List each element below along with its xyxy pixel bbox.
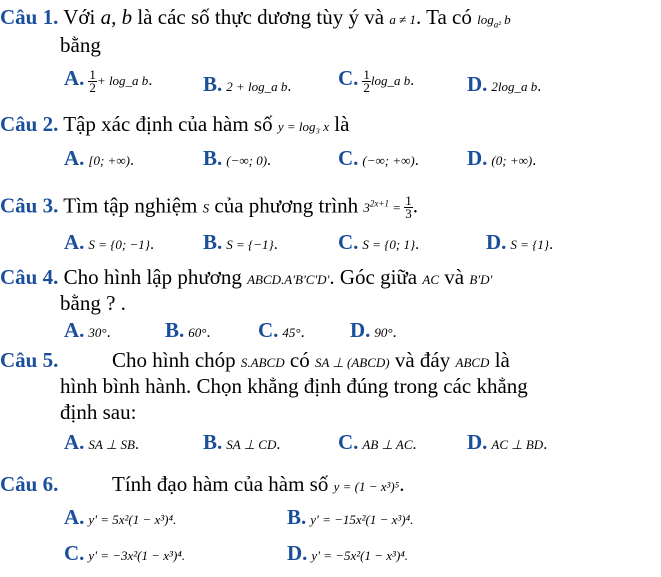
q5-line3: định sau: (60, 400, 137, 424)
q6-number: Câu 6. (0, 472, 59, 496)
q4-text: Cho hình lập phương (58, 265, 248, 289)
q2-expr: y = log₃ x (277, 119, 330, 134)
q1-text-a: Với (58, 5, 101, 29)
q4-option-b[interactable]: B. 60°. (165, 318, 211, 342)
q2-option-c[interactable]: C. (−∞; +∞). (338, 146, 419, 170)
q4-stem (0, 265, 492, 292)
q2-option-a[interactable]: A. [0; +∞). (64, 146, 134, 170)
q3-number: Câu 3. (0, 193, 59, 218)
q1-option-d[interactable]: D. 2log_a b. (467, 72, 542, 96)
q5-option-a[interactable]: A. SA ⊥ SB. (64, 430, 139, 454)
q3-var: S (202, 200, 210, 216)
q1-text-b: là các số thực dương tùy ý và (132, 5, 390, 29)
q4-cube: ABCD.A'B'C'D' (247, 272, 330, 287)
q1-number: Câu 1. (0, 5, 59, 29)
q2-text: Tập xác định của hàm số (58, 112, 278, 136)
q4-text-c: và (439, 265, 470, 289)
q4-line2: bằng ? . (60, 291, 126, 315)
q6-option-a[interactable]: A. y' = 5x²(1 − x³)⁴. (64, 505, 177, 529)
q6-option-b[interactable]: B. y' = −15x²(1 − x³)⁴. (287, 505, 414, 529)
q2-text-end: là (329, 112, 350, 136)
q3-option-d[interactable]: D. S = {1}. (486, 230, 554, 254)
half-fraction: $\frac{1}{2}$ (363, 66, 370, 95)
q3-stem: Câu 3. Tìm tập nghiệm S của phương trình $3^{2x+1}$ = $\frac{1}{3}$ . (0, 193, 419, 222)
q1-cond: a ≠ 1 (389, 12, 416, 27)
q1-option-b[interactable]: B. 2 + log_a b. (203, 72, 292, 96)
q1-ab: a, b (100, 5, 133, 29)
q1-text-c: . Ta có (415, 5, 478, 29)
q1-stem (0, 5, 511, 37)
q5-text-c: và đáy (389, 348, 456, 372)
q5-line2: hình bình hành. Chọn khẳng định đúng trong các khẳng (60, 374, 528, 398)
q4-option-c[interactable]: C. 45°. (258, 318, 305, 342)
q5-text-d: là (489, 348, 510, 372)
q5-text: Cho hình chóp (112, 348, 241, 372)
q3-option-a[interactable]: A. S = {0; −1}. (64, 230, 154, 254)
q3-text: Tìm tập nghiệm (58, 193, 203, 218)
q6-option-d[interactable]: D. y' = −5x²(1 − x³)⁴. (287, 541, 409, 565)
q5-stem (0, 348, 58, 372)
q2-option-b[interactable]: B. (−∞; 0). (203, 146, 272, 170)
q4-line-ac: AC (422, 272, 440, 287)
q1-option-c[interactable]: C. $\frac{1}{2}$ log_a b. (338, 66, 415, 95)
q5-number: Câu 5. (0, 348, 59, 372)
q5-base: ABCD (455, 355, 490, 370)
q5-cond: SA ⊥ (ABCD) (314, 355, 390, 370)
third-fraction: $\frac{1}{3}$ (405, 193, 412, 222)
q4-text-b: . Góc giữa (329, 265, 423, 289)
q2-option-d[interactable]: D. (0; +∞). (467, 146, 537, 170)
q5-option-c[interactable]: C. AB ⊥ AC. (338, 430, 417, 454)
q3-option-b[interactable]: B. S = {−1}. (203, 230, 278, 254)
q3-option-c[interactable]: C. S = {0; 1}. (338, 230, 420, 254)
q3-text-b: của phương trình (209, 193, 364, 218)
q6-option-c[interactable]: C. y' = −3x²(1 − x³)⁴. (64, 541, 186, 565)
q6-text: Tính đạo hàm của hàm số (112, 472, 334, 496)
q1-option-a[interactable]: A. $\frac{1}{2}$ + log_a b. (64, 66, 153, 95)
q4-line-bd: B'D' (469, 272, 493, 287)
q5-option-d[interactable]: D. AC ⊥ BD. (467, 430, 548, 454)
q6-text-line: Tính đạo hàm của hàm số y = (1 − x³)⁵. (112, 472, 405, 496)
q4-option-d[interactable]: D. 90°. (350, 318, 397, 342)
q5-text-line (112, 348, 510, 375)
q1-expr: $\log_{a^2} b$ (477, 12, 511, 30)
q1-line2: bằng (60, 33, 101, 57)
half-fraction: $\frac{1}{2}$ (89, 66, 96, 95)
q2-number: Câu 2. (0, 112, 59, 136)
q3-equation: $3^{2x+1}$ = (363, 199, 402, 216)
q6-stem (0, 472, 58, 496)
q4-option-a[interactable]: A. 30°. (64, 318, 111, 342)
q5-text-b: có (284, 348, 315, 372)
q6-expr: y = (1 − x³)⁵ (333, 479, 400, 494)
q4-number: Câu 4. (0, 265, 59, 289)
q5-option-b[interactable]: B. SA ⊥ CD. (203, 430, 281, 454)
q2-stem (0, 112, 349, 139)
q5-pyramid: S.ABCD (240, 355, 285, 370)
